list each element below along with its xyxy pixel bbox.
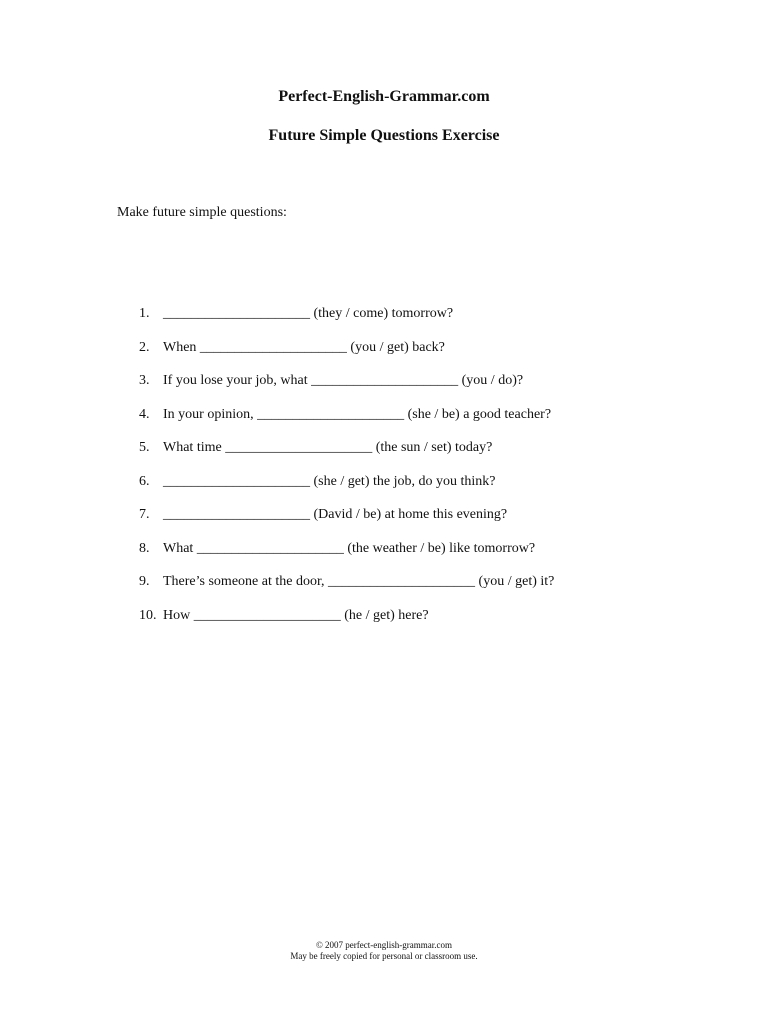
item-number: 7. [139, 507, 150, 522]
item-number: 6. [139, 473, 150, 489]
exercise-list [0, 305, 768, 640]
item-number: 1. [139, 306, 150, 321]
list-item [0, 406, 768, 440]
item-text: _____________________ (she / get) the job, do you think? [163, 473, 496, 489]
item-text: _____________________ (they / come) tomorrow? [163, 306, 454, 321]
item-number: 4. [139, 406, 150, 422]
item-text: There’s someone at the door, _____________________ (you / get) it? [163, 574, 555, 589]
item-text: What time _____________________ (the sun / set) today? [163, 440, 493, 455]
list-item [0, 473, 768, 507]
item-number: 10. [139, 607, 157, 623]
item-text: When _____________________ (you / get) back? [163, 339, 445, 355]
item-text: How _____________________ (he / get) here? [163, 607, 429, 623]
item-text: In your opinion, _____________________ (she / be) a good teacher? [163, 406, 552, 422]
list-item [0, 607, 768, 641]
list-item [0, 573, 768, 607]
site-title: Perfect-English-Grammar.com [278, 88, 490, 105]
instruction-text: Make future simple questions: [117, 205, 287, 220]
item-number: 5. [139, 440, 150, 455]
list-item [0, 540, 768, 574]
list-item [0, 305, 768, 339]
item-number: 3. [139, 373, 150, 388]
item-text: What _____________________ (the weather / be) like tomorrow? [163, 540, 536, 556]
item-number: 9. [139, 574, 150, 589]
list-item [0, 506, 768, 540]
list-item [0, 372, 768, 406]
item-number: 2. [139, 339, 150, 355]
footer-notice: May be freely copied for personal or classroom use. [290, 951, 478, 961]
item-number: 8. [139, 540, 150, 556]
item-text: _____________________ (David / be) at home this evening? [163, 507, 508, 522]
page-title: Future Simple Questions Exercise [268, 127, 500, 144]
list-item [0, 439, 768, 473]
item-text: If you lose your job, what _____________________ (you / do)? [163, 373, 524, 388]
list-item [0, 339, 768, 373]
footer-copyright: © 2007 perfect-english-grammar.com [315, 940, 453, 950]
footer [0, 940, 768, 962]
